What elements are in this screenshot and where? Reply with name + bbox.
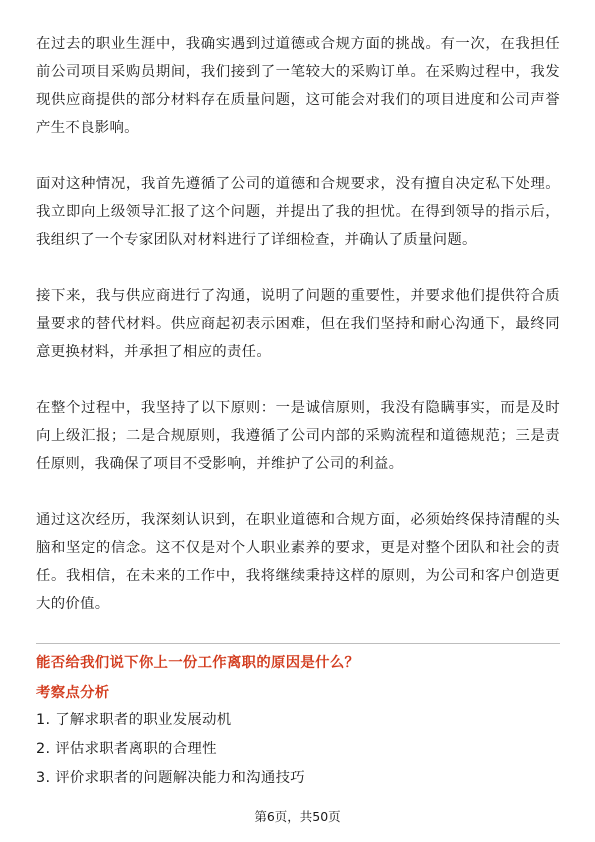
analysis-item-1: 1. 了解求职者的职业发展动机 [36,712,232,728]
answer-body [36,30,560,618]
question-heading: 能否给我们说下你上一份工作离职的原因是什么？ [36,655,360,671]
answer-paragraph-4: 在整个过程中，我坚持了以下原则：一是诚信原则，我没有隐瞒事实，而是及时向上级汇报；二是合规原则，我遵循了公司内部的采购流程和道德规范；三是责任原则，我确保了项目不受影响，并维护了公司的利益。 [36,400,560,472]
page-number: 第6页，共50页 [254,809,341,824]
section-divider [36,643,560,644]
answer-paragraph-3: 接下来，我与供应商进行了沟通，说明了问题的重要性，并要求他们提供符合质量要求的替代材料。供应商起初表示困难，但在我们坚持和耐心沟通下，最终同意更换材料，并承担了相应的责任。 [36,288,560,360]
answer-paragraph-1: 在过去的职业生涯中，我确实遇到过道德或合规方面的挑战。有一次，在我担任前公司项目采购员期间，我们接到了一笔较大的采购订单。在采购过程中，我发现供应商提供的部分材料存在质量问题，这可能会对我们的项目进度和公司声誉产生不良影响。 [36,36,560,136]
analysis-heading: 考察点分析 [36,685,110,701]
analysis-item-2: 2. 评估求职者离职的合理性 [36,741,217,757]
analysis-list [36,706,560,793]
answer-paragraph-2: 面对这种情况，我首先遵循了公司的道德和合规要求，没有擅自决定私下处理。我立即向上级领导汇报了这个问题，并提出了我的担忧。在得到领导的指示后，我组织了一个专家团队对材料进行了详细检查，并确认了质量问题。 [36,176,560,248]
analysis-item-3: 3. 评价求职者的问题解决能力和沟通技巧 [36,770,305,786]
answer-paragraph-5: 通过这次经历，我深刻认识到，在职业道德和合规方面，必须始终保持清醒的头脑和坚定的信念。这不仅是对个人职业素养的要求，更是对整个团队和社会的责任。我相信，在未来的工作中，我将继续秉持这样的原则，为公司和客户创造更大的价值。 [36,512,560,612]
